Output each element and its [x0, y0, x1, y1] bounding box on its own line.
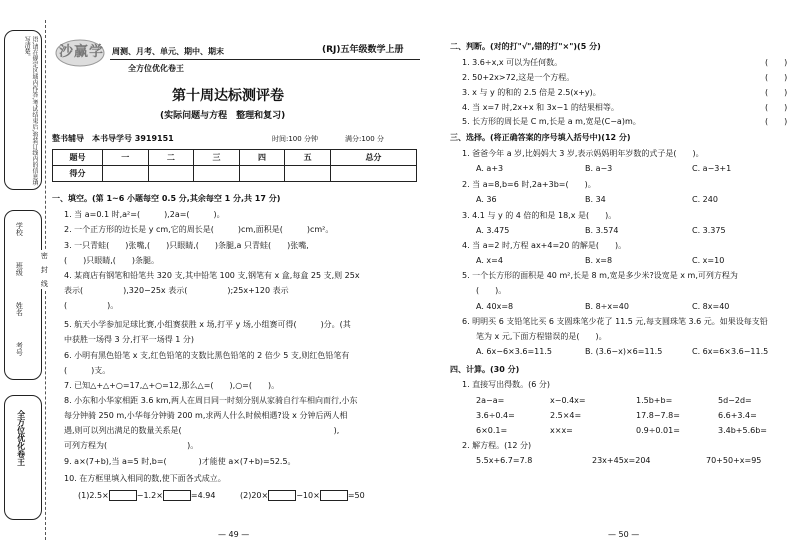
q10-2-part-b: −10× [296, 491, 320, 500]
calc-item: 2a−a= [476, 396, 505, 405]
judge-3-answer[interactable]: ( ) [765, 88, 788, 97]
question-10-1 [78, 490, 215, 501]
score-table [52, 149, 417, 182]
score-header: 一 [103, 150, 149, 166]
choice-5: 5. 一个长方形的面积是 40 m²,长是 8 m,宽是多少米?设宽是 x m,可列方程为 [462, 271, 738, 280]
page-title: 第十周达标测评卷 [172, 88, 284, 104]
book-title: (RJ)五年级数学上册 [322, 45, 404, 55]
choice-5-b: B. 8÷x=40 [585, 302, 629, 311]
question-2: 2. 一个正方形的边长是 y cm,它的周长是( )cm,面积是( )cm²。 [64, 225, 334, 234]
score-cell[interactable] [239, 166, 285, 182]
q10-1-part-a: (1)2.5× [78, 491, 109, 500]
choice-6: 6. 明明买 6 支铅笔比买 6 支圆珠笔少花了 11.5 元,每支圆珠笔 3.6 元。如果设每支铅 [462, 317, 768, 326]
score-header-row [53, 150, 417, 166]
choice-5-c: C. 8x=40 [692, 302, 730, 311]
time-limit: 时间:100 分钟 [272, 135, 318, 143]
judge-1: 1. 3.6÷x,x 可以为任何数。 [462, 58, 563, 67]
choice-3-c: C. 3.375 [692, 226, 726, 235]
choice-3-a: A. 3.475 [476, 226, 510, 235]
choice-6-a: A. 6x−6×3.6=11.5 [476, 347, 552, 356]
calc-item: 3.6÷0.4= [476, 411, 515, 420]
score-header: 总分 [330, 150, 416, 166]
calc-item: 1.5b+b= [636, 396, 673, 405]
section-4-title: 四、计算。(30 分) [450, 365, 520, 374]
side-label-school: 学校 [15, 222, 24, 236]
question-8-cont3: 可列方程为( )。 [64, 441, 199, 450]
score-cell[interactable] [285, 166, 331, 182]
calc-item: x×x= [550, 426, 573, 435]
question-4: 4. 某商店有钢笔和铅笔共 320 支,其中铅笔 100 支,钢笔有 x 盒,每盒 25 支,则 25x [64, 271, 360, 280]
question-7: 7. 已知△+△+○=17,△+○=12,那么△=( ),○=( )。 [64, 381, 280, 390]
question-5-cont: 中获胜一场得 3 分,打平一场得 1 分) [64, 335, 195, 344]
equation-3: 70+50+x=95 [706, 456, 762, 465]
page-number-left: — 49 — [218, 530, 250, 539]
side-notes: 语,请在规定区域内作答,考试结束后,将装订线内的信息填写清楚。 [23, 36, 38, 186]
calc-item: x−0.4x= [550, 396, 586, 405]
q10-2-part-a: (2)20× [240, 491, 269, 500]
choice-6-b: B. (3.6−x)×6=11.5 [585, 347, 663, 356]
question-5: 5. 航天小学参加足球比赛,小组赛获胜 x 场,打平 y 场,小组赛可得( )分。(其 [64, 320, 351, 329]
section-2-title: 二、判断。(对的打"√",错的打"×")(5 分) [450, 42, 601, 51]
subtitle: (实际问题与方程 整理和复习) [160, 111, 286, 121]
side-label-number: 考号 [15, 342, 24, 356]
score-header: 五 [285, 150, 331, 166]
choice-1-b: B. a−3 [585, 164, 613, 173]
score-row-label: 得分 [53, 166, 103, 182]
question-10-2 [240, 490, 365, 501]
question-8-cont: 每分钟骑 250 m,小华每分钟骑 200 m,求两人什么时候相遇?设 x 分钟后两人相 [64, 411, 348, 420]
brand-logo [55, 38, 105, 68]
choice-2: 2. 当 a=8,b=6 时,2a+3b=( )。 [462, 180, 596, 189]
choice-2-a: A. 36 [476, 195, 497, 204]
judge-5-answer[interactable]: ( ) [765, 117, 788, 126]
choice-2-c: C. 240 [692, 195, 718, 204]
full-score: 满分:100 分 [345, 135, 384, 143]
brand-text: 沙赢学 [59, 44, 104, 60]
score-cell[interactable] [330, 166, 416, 182]
choice-2-b: B. 34 [585, 195, 606, 204]
question-1: 1. 当 a=0.1 时,a²=( ),2a=( )。 [64, 210, 225, 219]
q10-1-part-c: =4.94 [190, 491, 216, 500]
choice-1-a: A. a+3 [476, 164, 504, 173]
side-label-class: 班级 [15, 262, 24, 276]
equation-1: 5.5x+6.7=7.8 [476, 456, 533, 465]
score-header: 四 [239, 150, 285, 166]
header-small-2: 全方位优化卷王 [128, 64, 184, 73]
answer-box[interactable] [320, 490, 348, 501]
score-cell[interactable] [103, 166, 149, 182]
q10-2-part-c: =50 [347, 491, 365, 500]
calc-item: 6×0.1= [476, 426, 508, 435]
judge-3: 3. x 与 y 的和的 2.5 倍是 2.5(x+y)。 [462, 88, 601, 97]
score-header: 题号 [53, 150, 103, 166]
score-header: 三 [194, 150, 240, 166]
question-8-cont2: 遇,则可以列出满足的数量关系是( ), [64, 426, 340, 435]
judge-4: 4. 当 x=7 时,2x+x 和 3x−1 的结果相等。 [462, 103, 619, 112]
question-8: 8. 小东和小华家相距 3.6 km,两人在周日同一时刻分别从家骑自行车相向而行,小东 [64, 396, 358, 405]
calc-item: 5d−2d= [718, 396, 752, 405]
side-label-name: 姓名 [15, 302, 24, 316]
calc-2-title: 2. 解方程。(12 分) [462, 441, 532, 450]
judge-4-answer[interactable]: ( ) [765, 103, 788, 112]
seal-line-text: 密 封 线 [40, 252, 49, 287]
judge-2: 2. 50+2x>72,这是一个方程。 [462, 73, 575, 82]
question-9: 9. a×(7+b),当 a=5 时,b=( )才能使 a×(7+b)=52.5。 [64, 457, 296, 466]
choice-3-b: B. 3.574 [585, 226, 619, 235]
answer-box[interactable] [109, 490, 137, 501]
choice-1-c: C. a−3+1 [692, 164, 732, 173]
calc-item: 3.4b+5.6b= [718, 426, 768, 435]
header-small-1: 周测、月考、单元、期中、期末 [112, 47, 224, 56]
choice-3: 3. 4.1 与 y 的 4 倍的和是 18,x 是( )。 [462, 211, 617, 220]
question-4-cont: 表示( ),320−25x 表示( );25x+120 表示 [64, 286, 289, 295]
choice-5-cont: ( )。 [476, 286, 507, 295]
judge-5: 5. 长方形的周长是 C m,长是 a m,宽是(C−a)m。 [462, 117, 641, 126]
judge-1-answer[interactable]: ( ) [765, 58, 788, 67]
choice-4: 4. 当 a=2 时,方程 ax+4=20 的解是( )。 [462, 241, 627, 250]
page-number-right: — 50 — [608, 530, 640, 539]
choice-5-a: A. 40x=8 [476, 302, 514, 311]
question-6: 6. 小明有黑色铅笔 x 支,红色铅笔的支数比黑色铅笔的 2 倍少 5 支,则红色铅笔有 [64, 351, 350, 360]
question-4-cont2: ( )。 [64, 301, 119, 310]
q10-1-part-b: −1.2× [136, 491, 163, 500]
judge-2-answer[interactable]: ( ) [765, 73, 788, 82]
side-brand: 全方位优化卷王 [16, 410, 26, 466]
score-cell[interactable] [194, 166, 240, 182]
choice-6-c: C. 6x=6×3.6−11.5 [692, 347, 769, 356]
choice-4-c: C. x=10 [692, 256, 725, 265]
equation-2: 23x+45x=204 [592, 456, 651, 465]
left-binding-strip [0, 0, 49, 555]
question-10: 10. 在方框里填入相同的数,使下面各式成立。 [64, 474, 226, 483]
calc-item: 2.5×4= [550, 411, 582, 420]
question-3: 3. 一只青蛙( )张嘴,( )只眼睛,( )条腿,a 只青蛙( )张嘴, [64, 241, 309, 250]
question-3-cont: ( )只眼睛,( )条腿。 [64, 256, 160, 265]
score-header: 二 [148, 150, 194, 166]
section-3-title: 三、选择。(将正确答案的序号填入括号中)(12 分) [450, 133, 631, 142]
calc-item: 6.6+3.4= [718, 411, 757, 420]
answer-box[interactable] [163, 490, 191, 501]
calc-item: 0.9÷0.01= [636, 426, 680, 435]
choice-4-a: A. x=4 [476, 256, 503, 265]
calc-item: 17.8−7.8= [636, 411, 680, 420]
header-rule [110, 59, 420, 60]
choice-1: 1. 爸爸今年 a 岁,比妈妈大 3 岁,表示妈妈明年岁数的式子是( )。 [462, 149, 704, 158]
section-1-title: 一、填空。(第 1~6 小题每空 0.5 分,其余每空 1 分,共 17 分) [52, 194, 281, 203]
score-row [53, 166, 417, 182]
score-cell[interactable] [148, 166, 194, 182]
question-6-cont: ( )支。 [64, 366, 111, 375]
choice-4-b: B. x=8 [585, 256, 613, 265]
answer-box[interactable] [268, 490, 296, 501]
counsel-line: 整书辅导 本书导学号 3919151 [52, 134, 174, 143]
choice-6-cont: 笔为 x 元,下面方程错误的是( )。 [476, 332, 607, 341]
calc-1-title: 1. 直接写出得数。(6 分) [462, 380, 551, 389]
